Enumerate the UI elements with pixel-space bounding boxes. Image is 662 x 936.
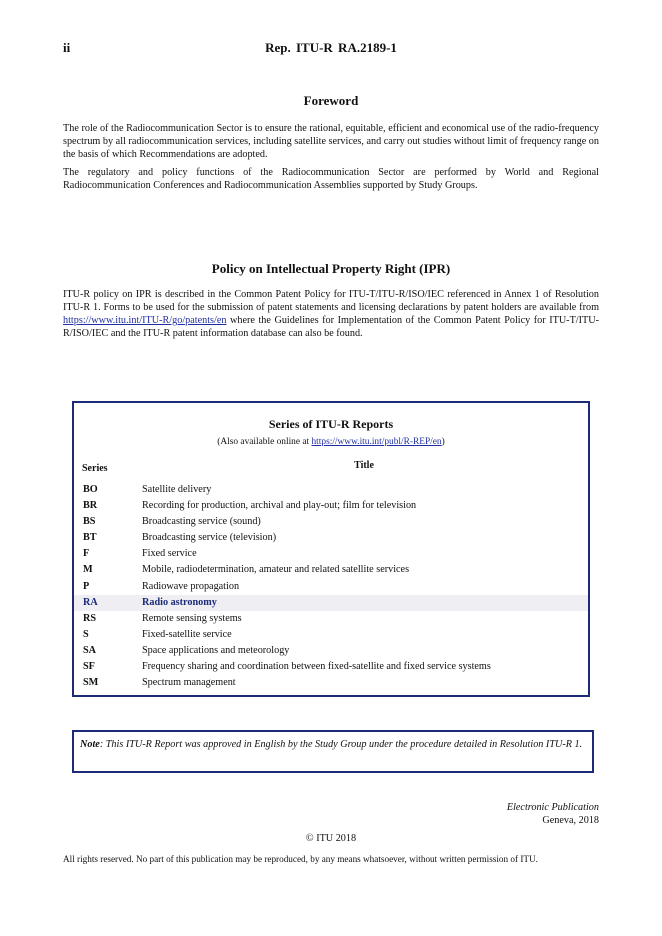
series-row-bs <box>74 514 588 530</box>
reports-online-link[interactable]: https://www.itu.int/publ/R-REP/en <box>311 437 442 447</box>
ipr-text-before-link: ITU-R policy on IPR is described in the Common Patent Policy for ITU-T/ITU-R/ISO/IEC referenced in Annex 1 of Resolution ITU-R 1. Forms to be used for the submission of patent statements and licensing declarations by patent holders are available from <box>63 289 599 313</box>
copyright-line: © ITU 2018 <box>305 833 357 844</box>
series-code: S <box>83 628 89 640</box>
series-name: Fixed service <box>142 548 197 560</box>
series-row-bo <box>74 482 588 498</box>
series-code: P <box>83 580 90 592</box>
series-code: SM <box>83 677 99 689</box>
series-sub-before: (Also available online at <box>217 437 312 447</box>
series-of-reports-box <box>72 401 590 697</box>
series-name: Spectrum management <box>142 677 236 689</box>
publication-info <box>507 801 599 827</box>
series-column-header: Series <box>82 463 108 474</box>
publication-place-year: Geneva, 2018 <box>542 815 599 826</box>
series-sub-after: ) <box>441 437 445 447</box>
series-code: SF <box>83 661 95 673</box>
series-row-rs <box>74 611 588 627</box>
document-title: Rep. ITU-R RA.2189-1 <box>265 40 397 55</box>
series-name: Recording for production, archival and play-out; film for television <box>142 500 417 512</box>
series-box-title: Series of ITU-R Reports <box>268 417 394 431</box>
series-row-ra-highlighted <box>74 595 588 611</box>
series-name: Space applications and meteorology <box>142 644 290 656</box>
note-text: : This ITU-R Report was approved in English by the Study Group under the procedure detailed in Resolution ITU-R 1. <box>99 739 583 750</box>
series-code: BT <box>83 532 97 544</box>
series-row-m <box>74 562 588 578</box>
foreword-paragraph-1: The role of the Radiocommunication Sector is to ensure the rational, equitable, efficient and economical use of the radio-frequency spectrum by all radiocommunication services, including satellite services, and carry out studies without limit of frequency range on the basis of which Recommendations are adopted. <box>63 123 599 160</box>
ipr-paragraph <box>63 288 599 340</box>
series-list <box>74 482 588 691</box>
series-name: Broadcasting service (television) <box>142 532 277 544</box>
series-name: Radiowave propagation <box>142 580 240 592</box>
page-number: ii <box>63 40 71 55</box>
electronic-publication-label: Electronic Publication <box>506 802 599 813</box>
series-name: Mobile, radiodetermination, amateur and related satellite services <box>142 564 410 576</box>
series-code: F <box>83 548 90 560</box>
approval-note-box <box>72 730 594 773</box>
series-row-f <box>74 546 588 562</box>
series-row-br <box>74 498 588 514</box>
series-name: Frequency sharing and coordination between fixed-satellite and fixed service systems <box>142 661 491 673</box>
series-name: Satellite delivery <box>142 484 212 495</box>
series-code: BO <box>83 484 98 495</box>
foreword-heading: Foreword <box>303 93 359 108</box>
series-row-sm <box>74 675 588 691</box>
ipr-heading: Policy on Intellectual Property Right (IPR) <box>211 261 451 276</box>
series-row-sa <box>74 643 588 659</box>
series-name: Radio astronomy <box>142 596 217 608</box>
patents-link[interactable]: https://www.itu.int/ITU-R/go/patents/en <box>63 315 227 326</box>
series-code: M <box>83 564 93 576</box>
series-name: Broadcasting service (sound) <box>142 516 261 528</box>
series-row-bt <box>74 530 588 546</box>
series-name: Remote sensing systems <box>142 612 242 624</box>
series-code: RS <box>83 612 97 624</box>
series-code: BS <box>83 516 96 528</box>
note-label: Note <box>80 739 100 750</box>
series-box-subtitle <box>74 437 588 447</box>
series-row-s <box>74 627 588 643</box>
series-code: RA <box>83 596 98 608</box>
series-name: Fixed-satellite service <box>142 628 232 640</box>
series-code: SA <box>83 644 97 656</box>
foreword-paragraph-2: The regulatory and policy functions of the Radiocommunication Sector are performed by World and Regional Radiocommunication Conferences and Radiocommunication Assemblies supported by Study Groups. <box>63 167 599 191</box>
rights-reserved-line: All rights reserved. No part of this publication may be reproduced, by any means whatsoever, without written permission of ITU. <box>63 854 538 864</box>
series-code: BR <box>83 500 98 512</box>
series-row-p <box>74 579 588 595</box>
series-row-sf <box>74 659 588 675</box>
ipr-text-after-link: where the Guidelines for Implementation of the Common Patent Policy for ITU-T/ITU-R/ISO/IEC and the ITU-R patent information database can also be found. <box>63 315 599 339</box>
title-column-header: Title <box>354 460 374 471</box>
